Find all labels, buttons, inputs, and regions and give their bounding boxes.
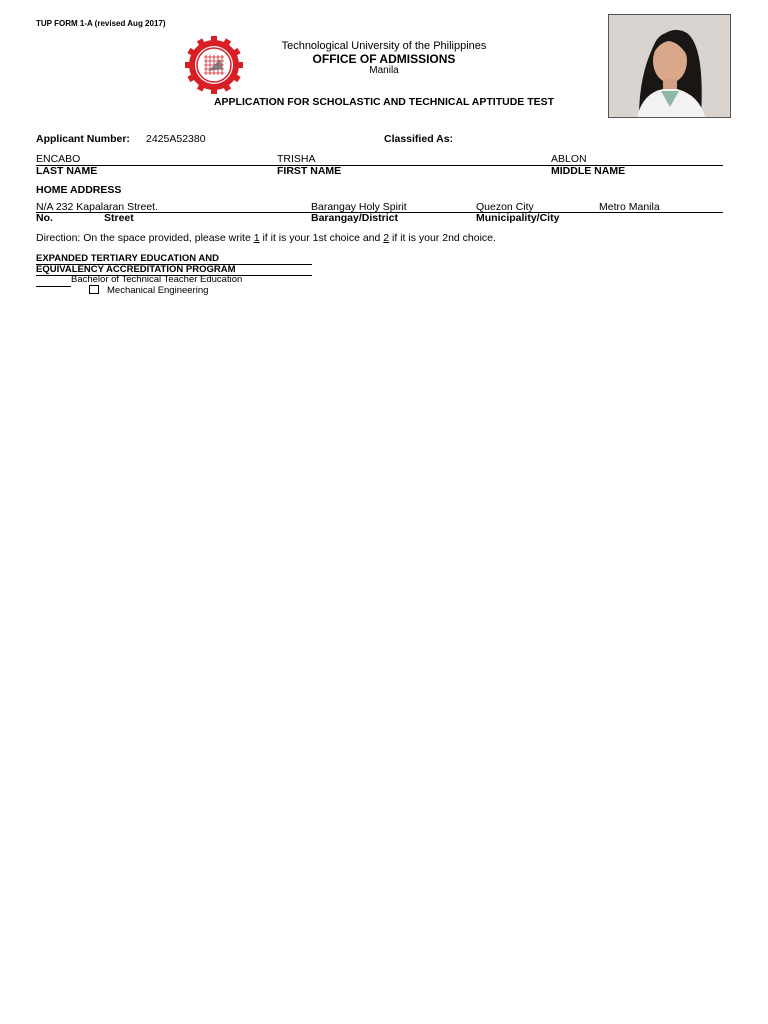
province-value: Metro Manila	[599, 201, 660, 213]
municipality-label: Municipality/City	[476, 212, 560, 224]
office-name: OFFICE OF ADMISSIONS	[312, 52, 456, 66]
choice-1-marker: 1	[253, 232, 260, 244]
applicant-number: 2425A52380	[146, 133, 206, 145]
home-address-label: HOME ADDRESS	[36, 184, 122, 196]
major-name: Mechanical Engineering	[107, 285, 209, 296]
program-heading-line1: EXPANDED TERTIARY EDUCATION AND	[36, 253, 219, 264]
direction-part2: if it is your 1st choice and	[262, 232, 381, 244]
degree-name: Bachelor of Technical Teacher Education	[71, 274, 243, 285]
middle-name-value: ABLON	[551, 153, 587, 165]
barangay-label: Barangay/District	[311, 212, 398, 224]
first-name-value: TRISHA	[277, 153, 316, 165]
choice-2-marker: 2	[383, 232, 390, 244]
street-label: Street	[104, 212, 134, 224]
choice-blank[interactable]	[36, 286, 71, 287]
last-name-value: ENCABO	[36, 153, 81, 165]
university-name: Technological University of the Philippines	[281, 40, 487, 52]
classified-as-label: Classified As:	[384, 133, 454, 145]
last-name-label: LAST NAME	[36, 165, 98, 177]
form-title: APPLICATION FOR SCHOLASTIC AND TECHNICAL APTITUDE TEST	[213, 96, 555, 108]
direction-part1: Direction: On the space provided, please write	[36, 232, 251, 244]
major-checkbox[interactable]	[89, 285, 99, 294]
municipality-value: Quezon City	[476, 201, 534, 213]
program-heading-line2: EQUIVALENCY ACCREDITATION PROGRAM	[36, 264, 236, 275]
form-code: TUP FORM 1-A (revised Aug 2017)	[36, 19, 166, 28]
direction-text	[36, 232, 496, 244]
barangay-value: Barangay Holy Spirit	[311, 201, 407, 213]
city-name: Manila	[369, 65, 399, 76]
middle-name-label: MIDDLE NAME	[551, 165, 626, 177]
direction-part3: if it is your 2nd choice.	[392, 232, 496, 244]
no-label: No.	[36, 212, 53, 224]
applicant-number-label: Applicant Number:	[36, 133, 130, 145]
first-name-label: FIRST NAME	[277, 165, 342, 177]
street-value: N/A 232 Kapalaran Street.	[36, 201, 158, 213]
